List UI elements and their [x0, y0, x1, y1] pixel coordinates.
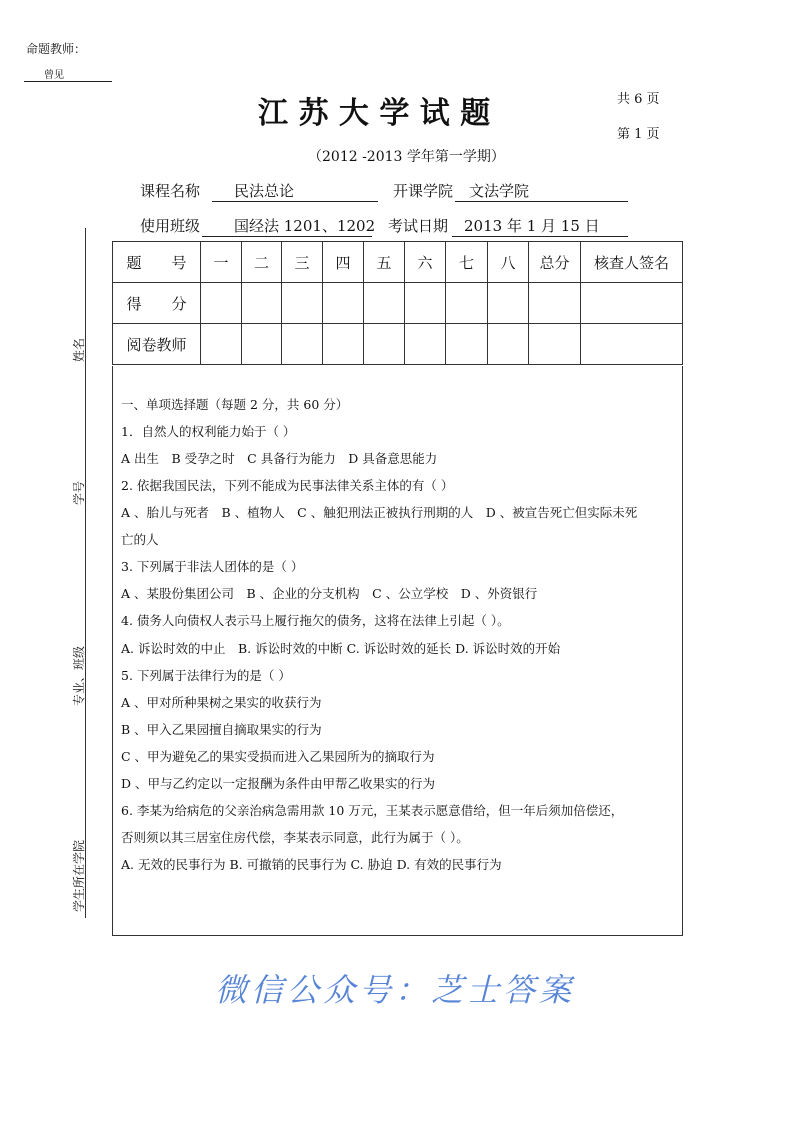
grader-cell [529, 324, 581, 365]
side-label-major-class: 专业、班级 [72, 645, 86, 706]
header-cell: 总分 [529, 242, 581, 283]
question-line: 3. 下列属于非法人团体的是（ ） [121, 559, 304, 574]
watermark: 微信公众号：芝士答案 [215, 971, 576, 1009]
question-line: D 、甲与乙约定以一定报酬为条件由甲帮乙收果实的行为 [121, 776, 435, 791]
date-value: 2013 年 1 月 15 日 [452, 215, 628, 237]
score-cell [405, 283, 446, 324]
row-label: 阅卷教师 [113, 324, 201, 365]
side-label-student-id: 学号 [72, 480, 86, 505]
class-label: 使用班级 [140, 217, 201, 235]
score-cell [201, 283, 242, 324]
grader-row [113, 324, 683, 365]
score-cell [488, 283, 529, 324]
score-cell [529, 283, 581, 324]
term: （2012 -2013 学年第一学期） [308, 149, 505, 165]
score-cell [323, 283, 364, 324]
page-number: 第 1 页 [617, 127, 660, 142]
question-line: 亡的人 [121, 532, 159, 547]
score-cell [282, 283, 323, 324]
question-line: C 、甲为避免乙的果实受损而进入乙果园所为的摘取行为 [121, 749, 435, 764]
college-label: 开课学院 [393, 182, 454, 200]
header-cell: 三 [282, 242, 323, 283]
question-line: 否则须以其三居室住房代偿，李某表示同意，此行为属于（ ）。 [121, 830, 469, 845]
header-cell: 五 [364, 242, 405, 283]
side-label-name: 姓名 [72, 337, 86, 362]
score-cell [364, 283, 405, 324]
question-line: A 、某股份集团公司 B 、企业的分支机构 C 、公立学校 D 、外资银行 [121, 586, 538, 601]
question-line: 4. 债务人向债权人表示马上履行拖欠的债务，这将在法律上引起（ ）。 [121, 613, 510, 628]
header-cell: 六 [405, 242, 446, 283]
question-line: B 、甲入乙果园擅自摘取果实的行为 [121, 722, 322, 737]
question-area [112, 366, 683, 936]
class-value: 国经法 1201、1202 [202, 215, 372, 237]
course-value: 民法总论 [212, 180, 378, 202]
grader-cell [323, 324, 364, 365]
question-line: A. 诉讼时效的中止 B. 诉讼时效的中断 C. 诉讼时效的延长 D. 诉讼时效的开始 [121, 641, 561, 656]
side-label-college: 学生所在学院 [72, 839, 86, 912]
score-table [112, 241, 683, 365]
binding-line [85, 228, 86, 918]
setter-name: 曾见 [24, 66, 112, 82]
grader-cell [364, 324, 405, 365]
header-cell: 四 [323, 242, 364, 283]
question-line: A 出生 B 受孕之时 C 具备行为能力 D 具备意思能力 [121, 451, 438, 466]
question-line: 1．自然人的权利能力始于（ ） [121, 424, 296, 439]
date-label: 考试日期 [388, 217, 449, 235]
score-cell [242, 283, 282, 324]
question-line: A. 无效的民事行为 B. 可撤销的民事行为 C. 胁迫 D. 有效的民事行为 [121, 857, 502, 872]
college-value: 文法学院 [455, 180, 628, 202]
grader-cell [201, 324, 242, 365]
question-line: A 、甲对所种果树之果实的收获行为 [121, 695, 322, 710]
setter-label: 命题教师： [26, 42, 87, 56]
grader-cell [282, 324, 323, 365]
header-cell: 核查人签名 [581, 242, 683, 283]
page-title: 江 苏 大 学 试 题 [258, 96, 491, 131]
header-cell: 七 [446, 242, 488, 283]
grader-cell [446, 324, 488, 365]
score-row [113, 283, 683, 324]
row-label: 得 分 [113, 283, 201, 324]
header-cell: 一 [201, 242, 242, 283]
score-cell [446, 283, 488, 324]
question-line: 6. 李某为给病危的父亲治病急需用款 10 万元，王某表示愿意借给，但一年后须加倍偿还， [121, 803, 624, 818]
total-pages: 共 6 页 [617, 92, 660, 107]
header-cell: 八 [488, 242, 529, 283]
grader-cell [405, 324, 446, 365]
course-label: 课程名称 [140, 182, 201, 200]
question-line: A 、胎儿与死者 B 、植物人 C 、触犯刑法正被执行刑期的人 D 、被宣告死亡但实际未死 [121, 505, 638, 520]
score-table-header-row [113, 242, 683, 283]
section-heading: 一、单项选择题（每题 2 分，共 60 分） [121, 397, 349, 412]
question-line: 5. 下列属于法律行为的是（ ） [121, 668, 291, 683]
score-cell [581, 283, 683, 324]
grader-cell [242, 324, 282, 365]
grader-cell [488, 324, 529, 365]
header-cell: 题 号 [113, 242, 201, 283]
header-cell: 二 [242, 242, 282, 283]
grader-cell [581, 324, 683, 365]
question-line: 2. 依据我国民法，下列不能成为民事法律关系主体的有（ ） [121, 478, 454, 493]
